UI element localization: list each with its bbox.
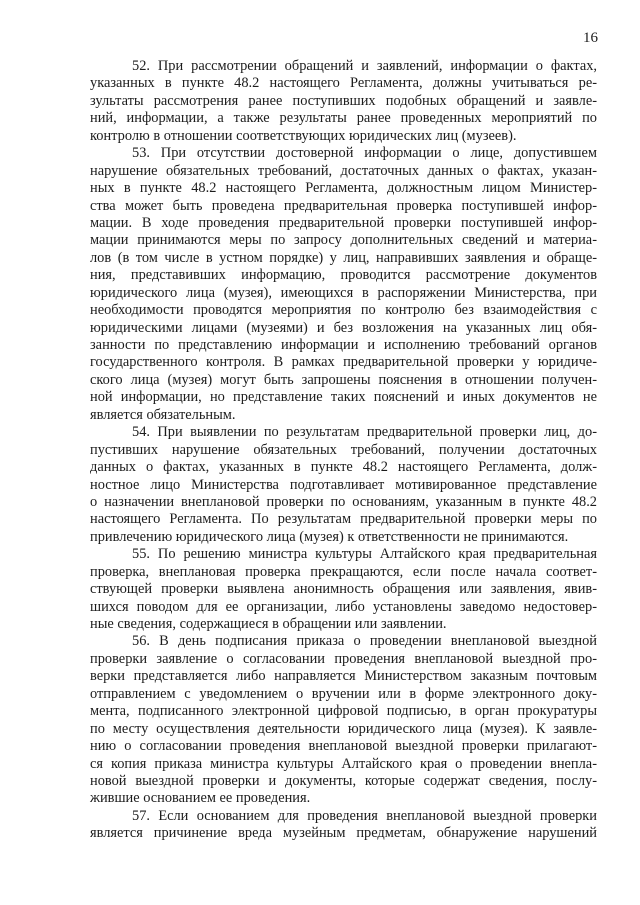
- text-line: ся копия приказа министра культуры Алтайского края о проведении внепла-: [90, 755, 597, 772]
- text-line: 56. В день подписания приказа о проведении внеплановой выездной: [132, 633, 597, 650]
- text-line: ства может быть проведена предварительная проверка поступившей инфор-: [90, 197, 597, 214]
- text-line: данных о фактах, указанных в пункте 48.2 настоящего Регламента, долж-: [90, 459, 597, 476]
- text-line: является обязательным.: [90, 406, 236, 423]
- text-line: мации принимаются меры по запросу дополнительных сведений и материа-: [90, 232, 597, 249]
- paragraph: [90, 424, 597, 546]
- text-line: 55. По решению министра культуры Алтайского края предварительная: [132, 546, 597, 563]
- text-line: лов (в том числе в устном порядке) у лиц, направивших заявления и обраще-: [90, 249, 597, 266]
- text-line: ной информации, но представление таких пояснений и иных документов не: [90, 389, 597, 406]
- text-line: новой выездной проверки и документы, которые содержат сведения, послу-: [90, 772, 597, 789]
- text-line: государственного контроля. В рамках предварительной проверки у юридиче-: [90, 354, 597, 371]
- text-line: нарушение обязательных требований, достаточных данных о фактах, указан-: [90, 162, 597, 179]
- text-line: мента, подписанного электронной цифровой подписью, в орган прокуратуры: [90, 703, 597, 720]
- text-line: по месту осуществления деятельности юридического лица (музея). К заявле-: [90, 720, 597, 737]
- text-line: привлечению юридического лица (музея) к ответственности не принимаются.: [90, 528, 569, 545]
- text-line: верки представляется либо направляется Министерством заказным почтовым: [90, 668, 597, 685]
- text-line: ных в пункте 48.2 настоящего Регламента, должностным лицом Министер-: [90, 180, 597, 197]
- paragraph: [90, 145, 597, 424]
- paragraph: [90, 58, 597, 145]
- text-line: ные сведения, содержащиеся в обращении или заявлении.: [90, 616, 447, 632]
- text-line: проверки заявление о согласовании проведения внеплановой выездной про-: [90, 650, 597, 667]
- text-line: является причинение вреда музейным предметам, обнаружение нарушений: [90, 825, 597, 842]
- text-line: отправлением с уведомлением о вручении или в форме электронного доку-: [90, 685, 597, 702]
- document-body: [90, 58, 597, 843]
- text-line: контролю в отношении соответствующих юридических лиц (музеев).: [90, 127, 517, 144]
- paragraph: [90, 546, 597, 633]
- text-line: зультаты рассмотрения ранее поступивших подобных обращений и заявле-: [90, 92, 597, 109]
- text-line: мации. В ходе проведения предварительной проверки поступившей инфор-: [90, 214, 597, 231]
- text-line: проверка, внеплановая проверка прекращаются, если после начала соответ-: [90, 563, 597, 580]
- text-line: жившие основанием ее проведения.: [90, 790, 311, 807]
- text-line: ствующей проверки выявлена анонимность обращения или заявления, явив-: [90, 581, 597, 598]
- text-line: настоящего Регламента. По результатам предварительной проверки меры по: [90, 511, 597, 528]
- text-line: указанных в пункте 48.2 настоящего Регламента, должны учитываться ре-: [90, 75, 597, 92]
- paragraph: [90, 808, 597, 843]
- text-line: 52. При рассмотрении обращений и заявлений, информации о фактах,: [132, 58, 597, 74]
- text-line: занности по представлению информации и исполнению требований органов: [90, 337, 597, 353]
- text-line: пустивших нарушение обязательных требований, получении достаточных: [90, 441, 597, 458]
- text-line: 53. При отсутствии достоверной информации о лице, допустившем: [132, 145, 597, 162]
- text-line: шихся поводом для ее организации, либо установлены заведомо недостовер-: [90, 598, 597, 615]
- page-number: 16: [583, 30, 598, 46]
- text-line: юридическими лицами (музеями) и без возложения на указанных лиц обя-: [90, 319, 597, 336]
- paragraph: [90, 633, 597, 807]
- text-line: ского лица (музея) могут быть запрошены пояснения в отношении получен-: [90, 371, 597, 388]
- text-line: о назначении внеплановой проверки по основаниям, указанным в пункте 48.2: [90, 493, 597, 510]
- text-line: ния, представивших информацию, проводится рассмотрение документов: [90, 267, 597, 284]
- text-line: 54. При выявлении по результатам предварительной проверки лиц, до-: [132, 424, 597, 441]
- text-line: нию о согласовании проведения внеплановой выездной проверки прилагают-: [90, 738, 597, 755]
- text-line: необходимости проводятся мероприятия по контролю без взаимодействия с: [90, 302, 597, 319]
- text-line: 57. Если основанием для проведения внеплановой выездной проверки: [132, 807, 597, 824]
- text-line: ностное лицо Министерства подготавливает мотивированное представление: [90, 476, 597, 493]
- text-line: юридического лица (музея), имеющихся в распоряжении Министерства, при: [90, 284, 597, 301]
- text-line: ний, информации, а также результаты ранее проведенных мероприятий по: [90, 110, 597, 127]
